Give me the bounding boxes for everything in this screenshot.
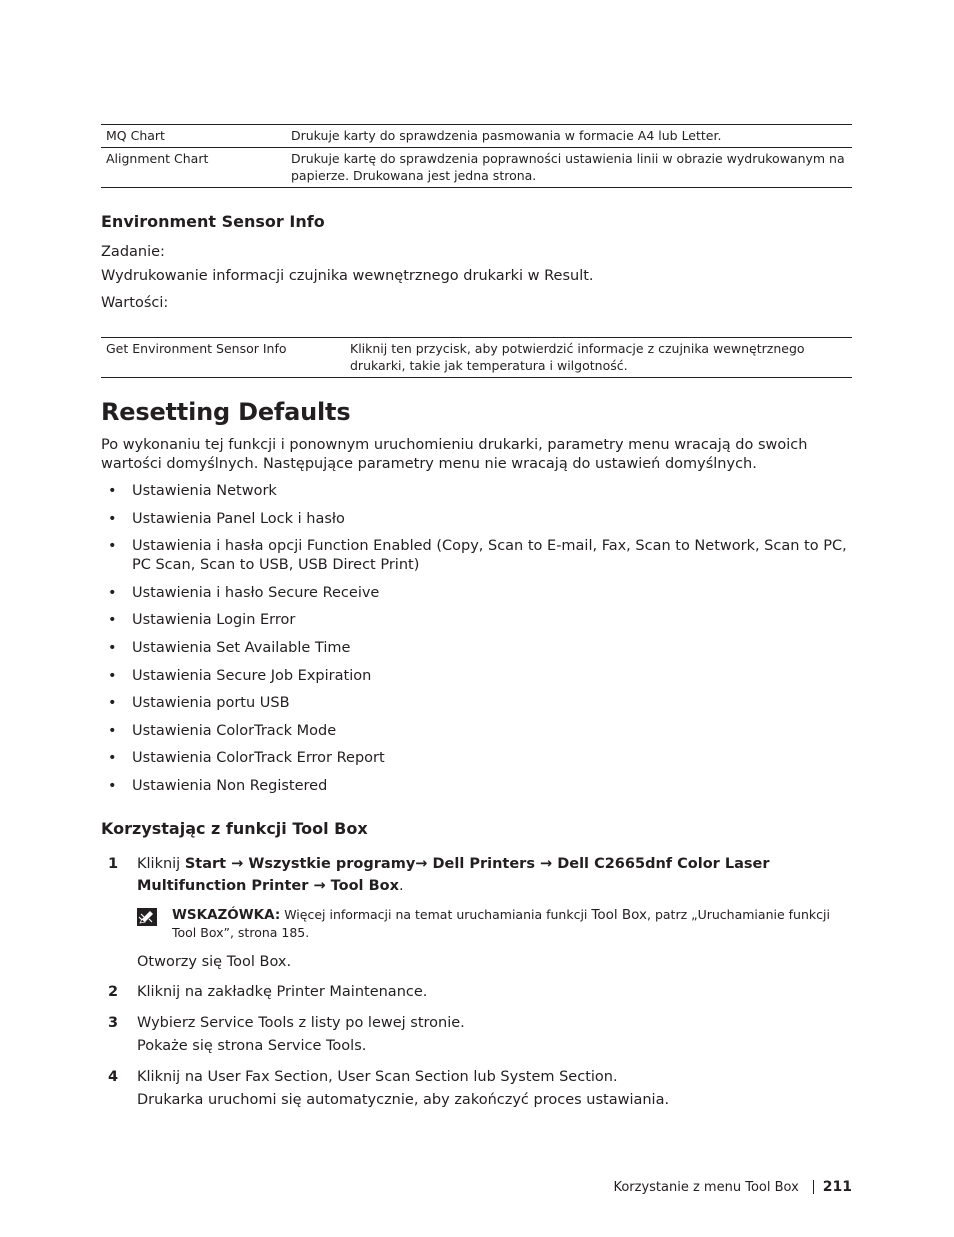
list-item [108, 482, 852, 501]
table-row [101, 338, 852, 378]
text: Pokaże się strona [137, 1038, 268, 1054]
intro-paragraph: Po wykonaniu tej funkcji i ponownym uruchomieniu drukarki, parametry menu wracają do swoich wartości domyślnych. Następujące parametry menu nie wracają do ustawień domyślnych. [101, 437, 808, 472]
list-item [108, 537, 852, 575]
text: Kliknij [137, 856, 185, 872]
list-item-text: Ustawienia Non Registered [132, 777, 328, 794]
list-item-text: Ustawienia Login Error [132, 612, 296, 629]
text: Otworzy się [137, 954, 227, 970]
section-heading: Environment Sensor Info [101, 212, 325, 231]
page-title: Resetting Defaults [101, 398, 351, 426]
step-text [137, 853, 852, 897]
text: z listy po lewej stronie. [293, 1015, 465, 1031]
list-item [108, 639, 852, 658]
list-item-text: Ustawienia ColorTrack Mode [132, 722, 337, 739]
list-item [108, 510, 852, 529]
step-3 [108, 1012, 852, 1057]
section-name: User Scan Section [337, 1069, 469, 1085]
step-number: 4 [108, 1069, 119, 1085]
bullet-glyph: • [108, 695, 117, 712]
list-item-text: Ustawienia i hasło Secure Receive [132, 584, 380, 601]
text: . [612, 1069, 618, 1085]
task-label: Zadanie: [101, 244, 165, 260]
task-text: Wydrukowanie informacji czujnika wewnętrznego drukarki w Result. [101, 268, 594, 284]
note-pencil-icon [137, 908, 157, 926]
start-link: Start [184, 856, 227, 872]
list-item-text: Ustawienia i hasła opcji Function Enabled (Copy, Scan to E-mail, Fax, Scan to Network, Scan to PC, PC Scan, Scan to USB, USB Direct Print) [132, 538, 847, 574]
list-item-text: Ustawienia Set Available Time [132, 639, 351, 656]
bullet-glyph: • [108, 722, 117, 739]
text: Kliknij na [137, 1069, 208, 1085]
table-cell-name: MQ Chart [106, 128, 165, 143]
toolbox-name: Tool Box [591, 907, 647, 923]
step-text [137, 951, 852, 973]
footer-divider [813, 1180, 814, 1194]
list-item [108, 777, 852, 796]
bullet-glyph: • [108, 639, 117, 656]
bullet-glyph: • [108, 750, 117, 767]
menu-name: Service Tools [200, 1015, 294, 1031]
step-text [137, 1012, 852, 1034]
toolbox-name: Tool Box [330, 878, 399, 894]
step-text [137, 1066, 852, 1088]
product-name: Dell C2665dnf Color Laser Multifunction Printer [137, 856, 770, 894]
text: . [286, 954, 292, 970]
list-item [108, 749, 852, 768]
list-item [108, 667, 852, 686]
bullet-glyph: • [108, 777, 117, 794]
list-item [108, 694, 852, 713]
bullet-glyph: • [108, 612, 117, 629]
all-programs-link: Wszystkie programy [248, 856, 416, 872]
table-row [101, 148, 852, 188]
table-cell-desc: Kliknij ten przycisk, aby potwierdzić informacje z czujnika wewnętrznego drukarki, takie jak temperatura i wilgotność. [350, 341, 805, 373]
note-label: WSKAZÓWKA: [172, 907, 281, 923]
step-4 [108, 1066, 852, 1111]
bullet-glyph: • [108, 667, 117, 684]
toolbox-name: Tool Box [226, 954, 287, 970]
list-item [108, 584, 852, 603]
page-name: Service Tools [267, 1038, 362, 1054]
list-item [108, 611, 852, 630]
text: lub [468, 1069, 501, 1085]
values-label: Wartości: [101, 295, 169, 311]
step-number: 2 [108, 984, 119, 1000]
list-item-text: Ustawienia Secure Job Expiration [132, 667, 372, 684]
step-number: 3 [108, 1015, 119, 1031]
step-1 [108, 853, 852, 897]
arrow: → [308, 878, 331, 894]
page-footer [613, 1179, 852, 1195]
text: . [398, 878, 404, 894]
feature-table [101, 124, 852, 188]
step-result [137, 1035, 852, 1057]
dell-printers-link: Dell Printers [432, 856, 535, 872]
step-2 [108, 981, 852, 1003]
bullet-glyph: • [108, 538, 117, 555]
text: Więcej informacji na temat uruchamiania funkcji [280, 907, 592, 922]
bullet-glyph: • [108, 483, 117, 499]
list-item [108, 722, 852, 741]
step-result: Drukarka uruchomi się automatycznie, aby zakończyć proces ustawiania. [137, 1092, 670, 1108]
values-table [101, 337, 852, 378]
table-row [101, 125, 852, 148]
bullet-glyph: • [108, 510, 117, 527]
section-name: System Section [500, 1069, 613, 1085]
list-item-text: Ustawienia Panel Lock i hasło [132, 510, 345, 527]
bullet-list [108, 482, 852, 805]
text: , [328, 1069, 338, 1085]
step-text [137, 981, 852, 1003]
text: . [422, 984, 428, 1000]
text: Kliknij na zakładkę [137, 984, 277, 1000]
table-cell-desc: Drukuje kartę do sprawdzenia poprawności ustawienia linii w obrazie wydrukowanym na papierze. Drukowana jest jedna strona. [291, 151, 845, 183]
list-item-text: Ustawienia ColorTrack Error Report [132, 750, 385, 767]
arrow: → [226, 856, 249, 872]
table-cell-name: Get Environment Sensor Info [106, 341, 287, 356]
arrow: → [415, 856, 433, 872]
step-number: 1 [108, 856, 119, 872]
text: . [361, 1038, 367, 1054]
subsection-heading: Korzystając z funkcji Tool Box [101, 819, 368, 838]
page-number: 211 [822, 1179, 852, 1195]
note-text [172, 906, 852, 941]
bullet-glyph: • [108, 584, 117, 601]
step-1-result [108, 951, 852, 973]
text: Wybierz [137, 1015, 200, 1031]
tab-name: Printer Maintenance [276, 984, 423, 1000]
table-cell-desc: Drukuje karty do sprawdzenia pasmowania w formacie A4 lub Letter. [291, 128, 722, 143]
note-box [137, 906, 852, 941]
section-name: User Fax Section [207, 1069, 329, 1085]
table-cell-name: Alignment Chart [106, 151, 209, 166]
text: , patrz „Uruchamianie funkcji Tool Box”, strona 185. [172, 907, 830, 940]
list-item-text: Ustawienia portu USB [132, 695, 290, 712]
list-item-text: Ustawienia Network [132, 483, 277, 499]
footer-section: Korzystanie z menu Tool Box [613, 1179, 799, 1195]
arrow: → [534, 856, 558, 872]
